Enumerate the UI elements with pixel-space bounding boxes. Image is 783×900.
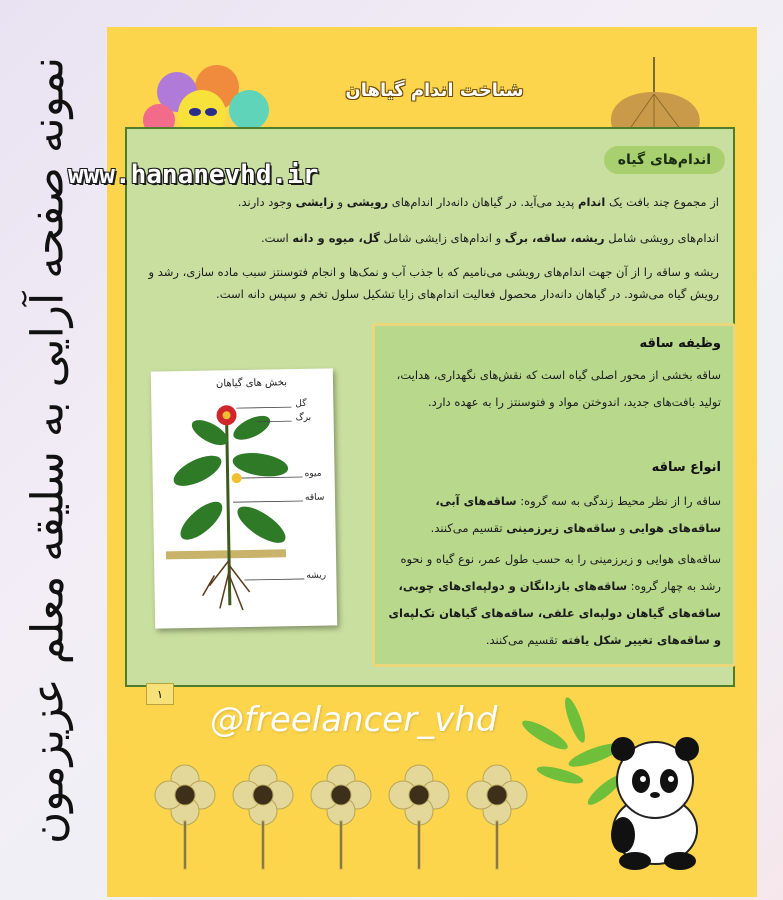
types-p2-t2: تقسیم می‌کنند. <box>485 633 562 647</box>
panda-icon <box>505 695 715 870</box>
label-flower: گل <box>295 398 307 410</box>
side-caption: نمونه صفحه آرایی به سلیقه معلم عزیزمون <box>22 56 74 844</box>
para1-b3: زایشی <box>295 195 334 209</box>
para2-b1: ریشه، ساقه، برگ <box>504 231 605 245</box>
paragraph-organ-types <box>139 227 719 249</box>
para1-t3: و <box>333 195 347 209</box>
page-title: شناخت اندام گیاهان <box>345 79 524 101</box>
stem-types-p2 <box>381 546 721 654</box>
stem-function-text: ساقه بخشی از محور اصلی گیاه است که نقش‌های نگهداری، هدایت، تولید بافت‌های جدید، اندوختن مواد و فتوسنتز را به عهده دارد. <box>396 368 721 409</box>
types-p2-b1: ساقه‌های بازدانگان و دولپه‌ای‌های چوبی، ساقه‌های گیاهان دولپه‌ای علفی، ساقه‌های گیاهان تک‌لپه‌ای و ساقه‌های تغییر شکل یافته <box>388 579 721 647</box>
types-p1-t3: تقسیم می‌کنند. <box>430 521 507 535</box>
types-p1-t1: ساقه را از نظر محیط زندگی به سه گروه: <box>516 494 721 508</box>
types-p1-t2: و <box>616 521 629 535</box>
para1-b1: اندام <box>578 195 606 209</box>
plant-diagram-card <box>151 368 337 628</box>
paragraph-organ <box>139 191 719 213</box>
diagram-title: بخش های گیاهان <box>215 377 288 390</box>
paragraph-vegetative: ریشه و ساقه را از آن جهت اندام‌های رویشی می‌نامیم که با جذب آب و نمک‌ها و انجام فتوسنتز سبب ماده سازی، رشد و رویش گیاه می‌شود. در گیاهان دانه‌دار محصول فعالیت اندام‌های زایا تشکیل سلول تخم و سپس دانه است. <box>148 265 719 301</box>
freelancer-handle: @freelancer_vhd <box>210 700 498 740</box>
para1-t1: از مجموع چند بافت یک <box>605 195 719 209</box>
stem-function-heading: وظیفه ساقه <box>639 336 721 351</box>
label-stem: ساقه <box>304 492 325 503</box>
para2-t1: اندام‌های رویشی شامل <box>604 231 719 245</box>
stem-types-heading: انواع ساقه <box>651 460 721 475</box>
para2-b2: گل، میوه و دانه <box>292 231 380 245</box>
label-root: ریشه <box>306 570 327 581</box>
label-fruit: میوه <box>304 468 322 479</box>
flower-row-icon <box>150 760 550 870</box>
label-leaf: برگ <box>295 412 312 424</box>
watermark-url: www.hananevhd.ir <box>68 160 319 190</box>
flower-icon <box>137 62 277 132</box>
para2-t3: است. <box>260 231 293 245</box>
stem-info-box <box>372 323 736 667</box>
stem-types-p1 <box>381 488 721 542</box>
para1-t4: وجود دارند. <box>237 195 296 209</box>
section-badge: اندام‌های گیاه <box>604 146 725 174</box>
bamboo-icon <box>519 695 626 808</box>
types-p1-b1: ساقه‌های آبی، ساقه‌های هوایی <box>435 494 721 535</box>
para1-t2: پدید می‌آید. در گیاهان دانه‌دار اندام‌های <box>388 195 579 209</box>
page-number: ۱ <box>146 683 174 705</box>
types-p1-b2: ساقه‌های زیرزمینی <box>506 521 617 535</box>
para2-t2: و اندام‌های زایشی شامل <box>379 231 505 245</box>
para1-b2: رویشی <box>346 195 389 209</box>
types-p2-t1: ساقه‌های هوایی و زیرزمینی را به حسب طول عمر، نوع گیاه و نحوه رشد به چهار گروه: <box>400 552 721 593</box>
